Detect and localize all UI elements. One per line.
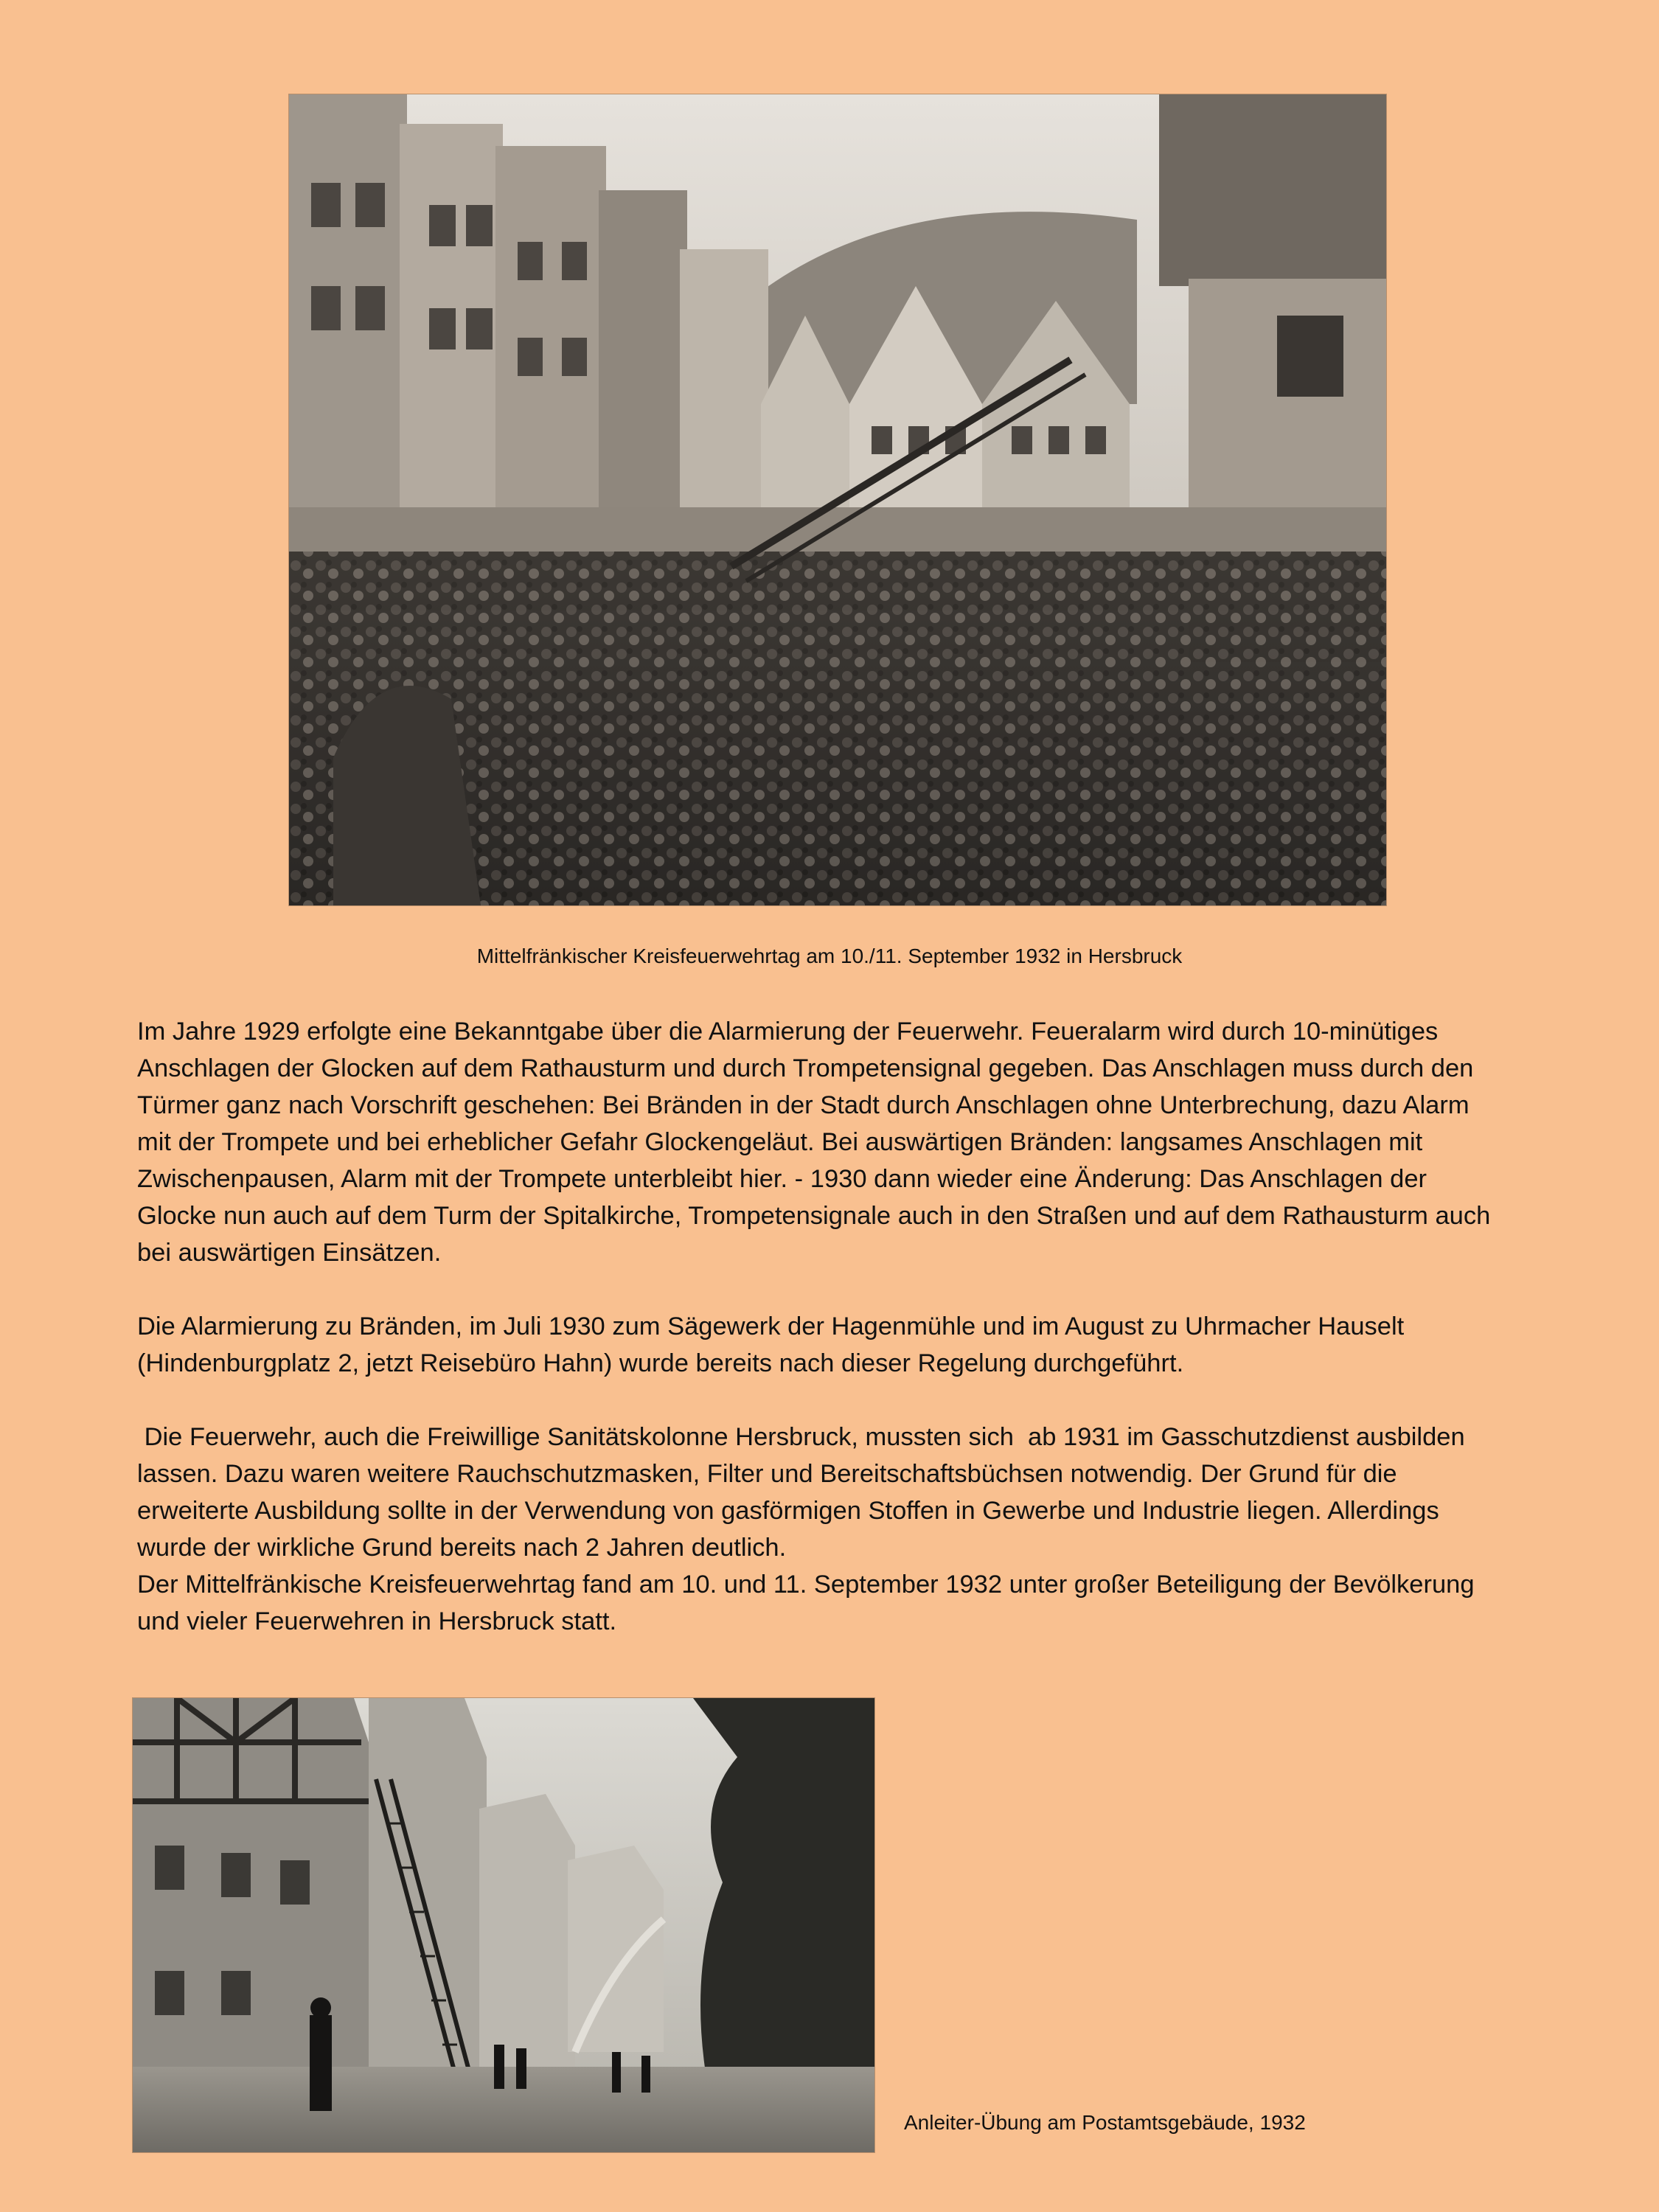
article-paragraph: Der Mittelfränkische Kreisfeuerwehrtag fand am 10. und 11. September 1932 unter großer Beteiligung der Bevölkerung und vieler Feuerwehren in Hersbruck statt. [137,1571,1482,1635]
historic-photo-icon [289,94,1386,905]
ladder-exercise-photo [133,1698,874,2152]
historic-photo-icon [133,1698,874,2152]
article-body [137,1013,1498,1640]
article-paragraph: Im Jahre 1929 erfolgte eine Bekanntgabe über die Alarmierung der Feuerwehr. Feueralarm wird durch 10-minütiges Anschlagen der Glocken auf dem Rathausturm und durch Trompetensignal gegeben. Das Anschlagen muss durch den Türmer ganz nach Vorschrift geschehen: Bei Bränden in der Stadt durch Anschlagen ohne Unterbrechung, dazu Alarm mit der Trompete und bei erheblicher Gefahr Glockengeläut. Bei auswärtigen Bränden: langsames Anschlagen mit Zwischenpausen, Alarm mit der Trompete unterbleibt hier. - 1930 dann wieder eine Änderung: Das Anschlagen der Glocke nun auch auf dem Turm der Spitalkirche, Trompetensignale auch in den Straßen und auf dem Rathausturm auch bei auswärtigen Einsätzen. [137,1018,1498,1267]
top-photo-caption: Mittelfränkischer Kreisfeuerwehrtag am 10./11. September 1932 in Hersbruck [476,945,1183,967]
article-paragraph: Die Alarmierung zu Bränden, im Juli 1930 zum Sägewerk der Hagenmühle und im August zu Uhrmacher Hauselt (Hindenburgplatz 2, jetzt Reisebüro Hahn) wurde bereits nach dieser Regelung durchgeführt. [137,1312,1411,1377]
crowd-market-square-photo [289,94,1386,905]
article-paragraph: Die Feuerwehr, auch die Freiwillige Sanitätskolonne Hersbruck, mussten sich ab 1931 im Gasschutzdienst ausbilden lassen. Dazu waren weitere Rauchschutzmasken, Filter und Bereitschaftsbüchsen notwendig. Der Grund für die erweiterte Ausbildung sollte in der Verwendung von gasförmigen Stoffen in Gewerbe und Industrie liegen. Allerdings wurde der wirkliche Grund bereits nach 2 Jahren deutlich. [137,1423,1472,1562]
bottom-photo-caption: Anleiter-Übung am Postamtsgebäude, 1932 [904,2111,1306,2134]
